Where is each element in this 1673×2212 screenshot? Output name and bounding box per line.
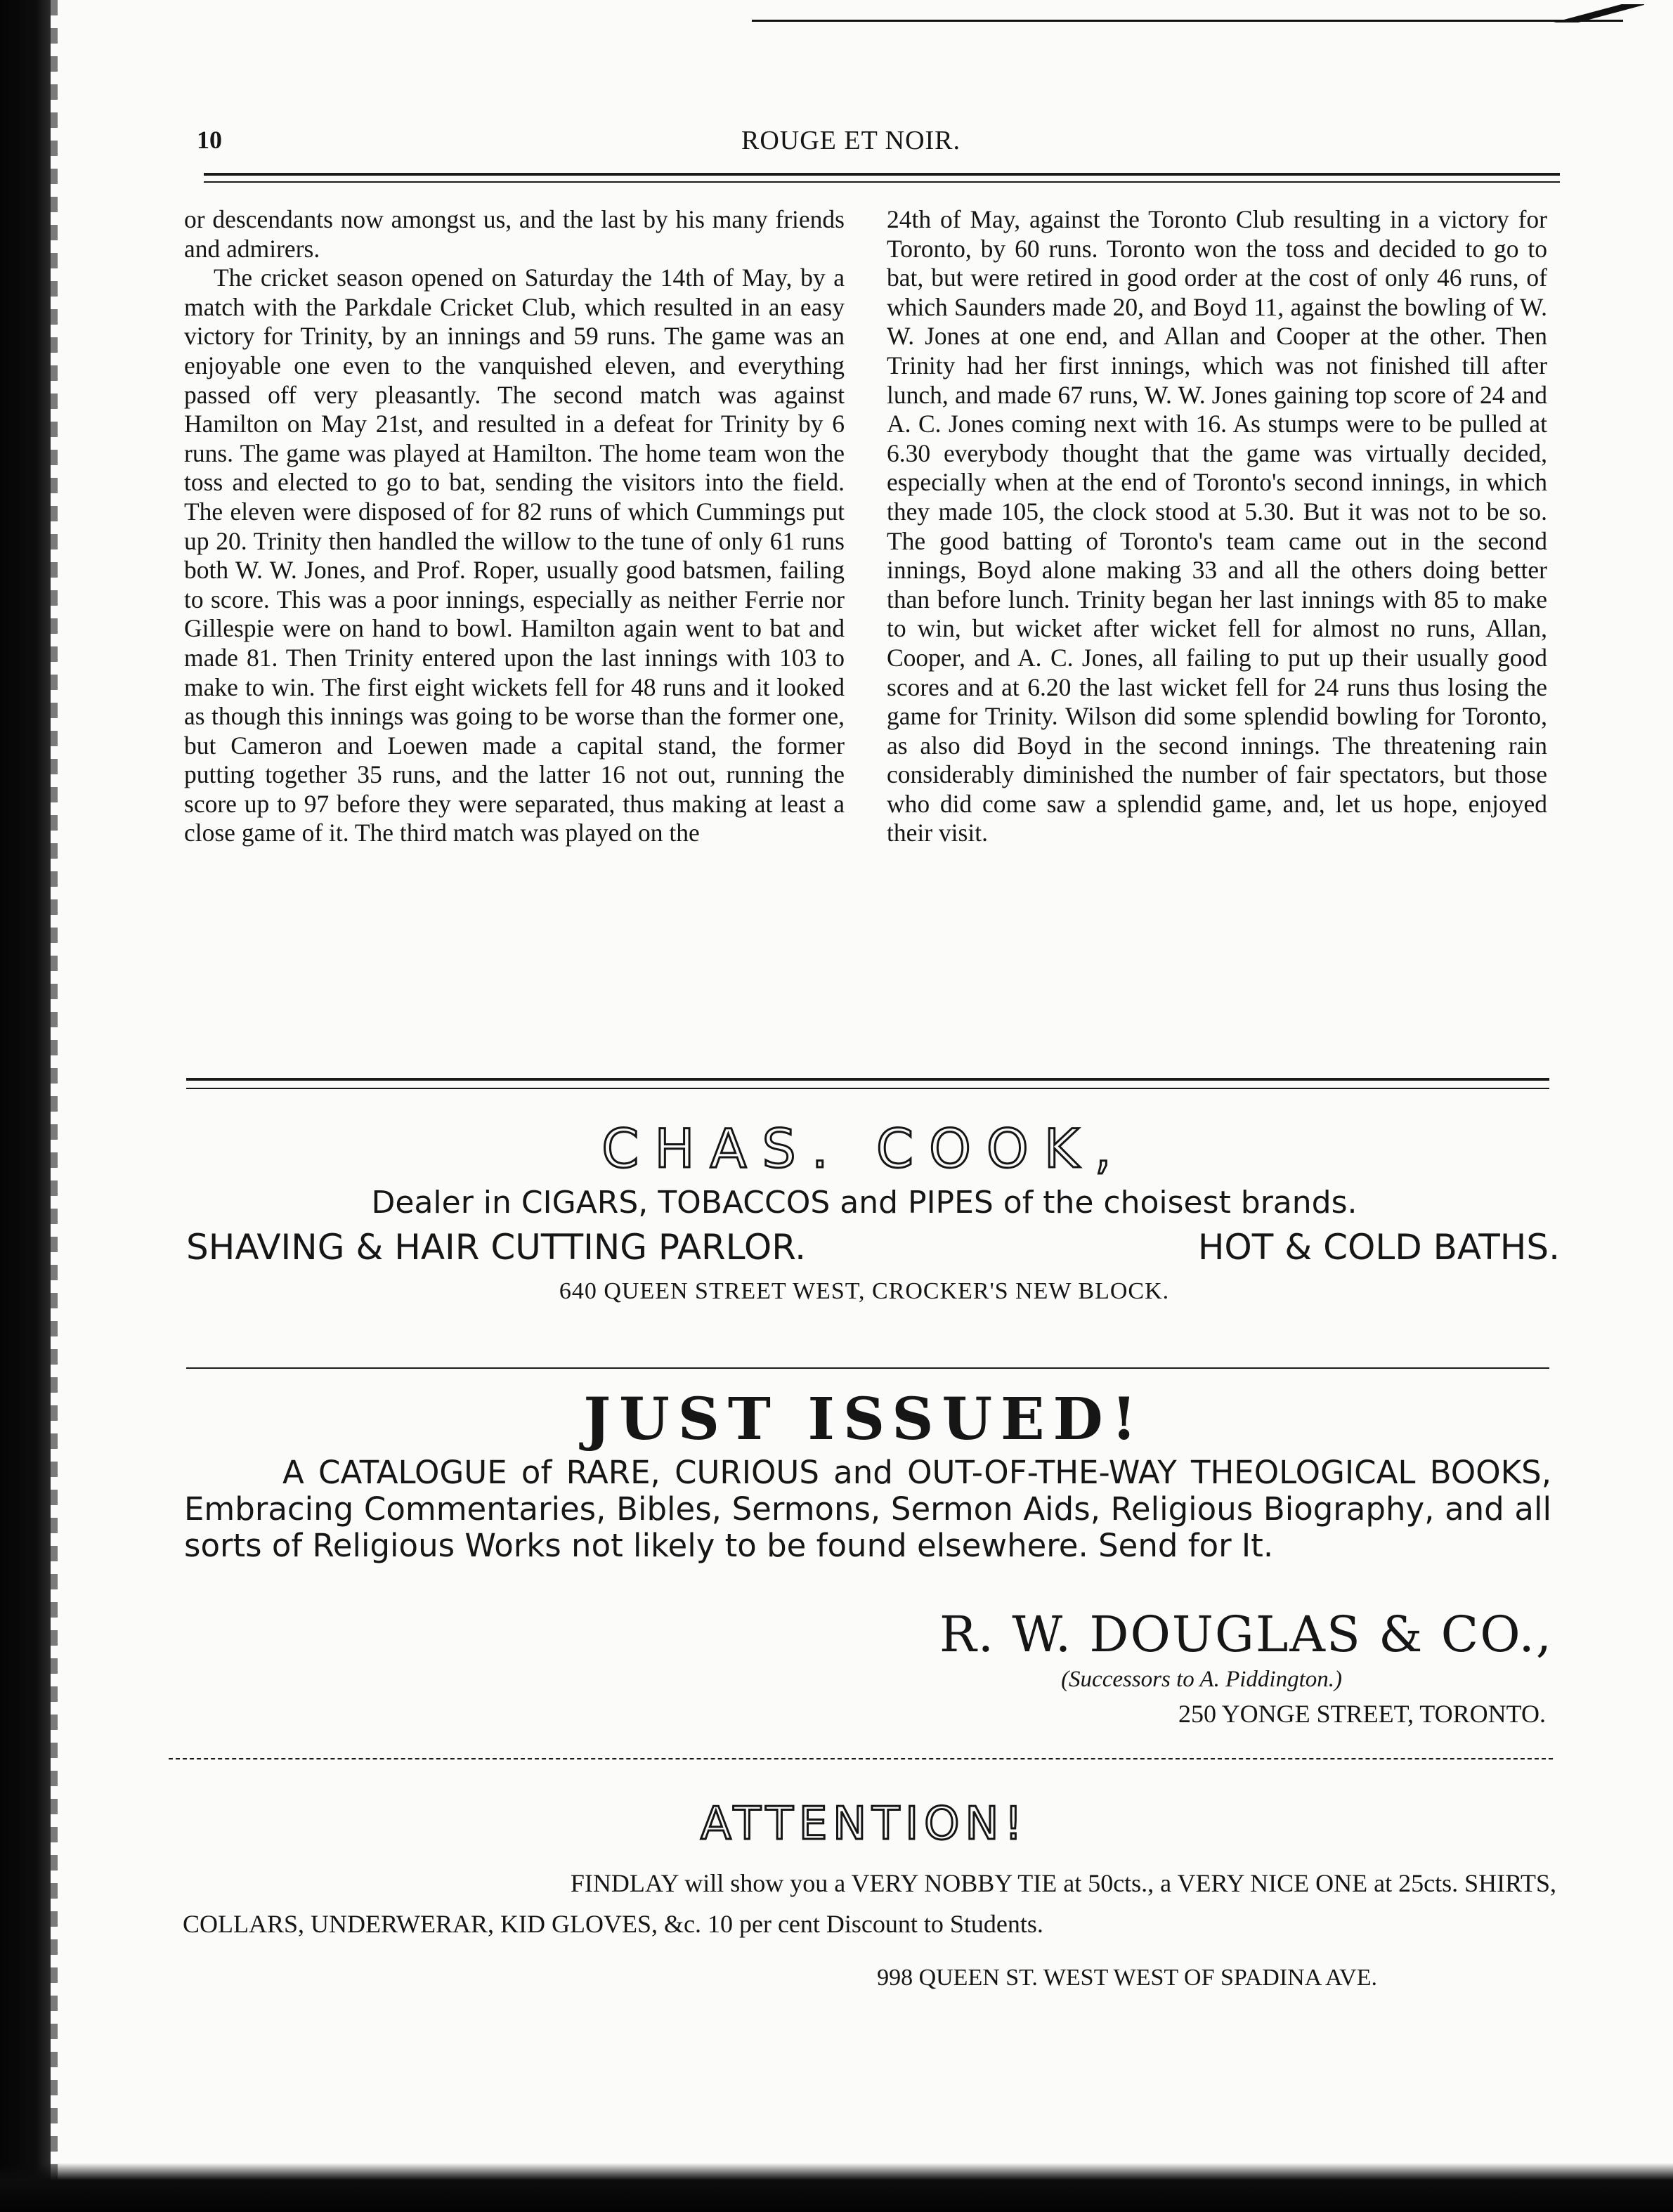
ad-just-issued <box>169 1384 1560 1564</box>
scan-dark-margin <box>0 0 51 2212</box>
ad-douglas-successors: (Successors to A. Piddington.) <box>1061 1667 1342 1692</box>
scan-margin-artifacts <box>51 0 58 2212</box>
page-number: 10 <box>197 126 222 154</box>
ad-findlay-line2: COLLARS, UNDERWERAR, KID GLOVES, &c. 10 per cent Discount to Students. <box>183 1910 1043 1938</box>
ad-findlay-address: 998 QUEEN ST. WEST WEST OF SPADINA AVE. <box>877 1965 1377 1991</box>
scan-top-mark <box>1546 4 1644 22</box>
ad-separator <box>169 1758 1553 1759</box>
ad-cook-line1: Dealer in CIGARS, TOBACCOS and PIPES of the choisest brands. <box>371 1185 1358 1221</box>
ad-douglas-headline: JUST ISSUED! <box>583 1386 1145 1453</box>
ad-findlay-headline: ATTENTION! <box>700 1798 1029 1850</box>
ad-separator-double-bottom <box>186 1088 1549 1089</box>
ad-douglas-firm: R. W. DOUGLAS & CO., <box>939 1606 1553 1663</box>
article-column-left <box>184 205 845 848</box>
ad-cook-line2-right: HOT & COLD BATHS. <box>1197 1227 1560 1268</box>
scan-top-line <box>752 20 1623 22</box>
article-column-right <box>887 205 1547 848</box>
ad-douglas-address: 250 YONGE STREET, TORONTO. <box>1178 1700 1546 1728</box>
ad-douglas-body: A CATALOGUE of RARE, CURIOUS and OUT-OF-THE-WAY THEOLOGICAL BOOKS, Embracing Commentaries, Bibles, Sermons, Sermon Aids, Religious Biography, and all sorts of Religious Works not likely to be found elsewhere. Send for It. <box>184 1454 1551 1564</box>
ad-attention <box>169 1796 1560 1945</box>
ad-cook-address: 640 QUEEN STREET WEST, CROCKER'S NEW BLOCK. <box>559 1278 1170 1304</box>
running-head <box>0 125 1673 160</box>
ad-findlay-line1: FINDLAY will show you a VERY NOBBY TIE at 50cts., a VERY NICE ONE at 25cts. SHIRTS, <box>570 1869 1556 1897</box>
ad-separator-double-top <box>186 1078 1549 1081</box>
ad-separator <box>186 1367 1549 1369</box>
journal-title: ROUGE ET NOIR. <box>741 126 961 155</box>
ad-chas-cook <box>169 1117 1560 1311</box>
ad-douglas-signature <box>632 1606 1553 1731</box>
ad-cook-line2 <box>169 1223 1560 1272</box>
article-paragraph: The cricket season opened on Saturday the 14th of May, by a match with the Parkdale Cricket Club, which resulted in an easy victory for Trinity, by an innings and 59 runs. The game was an enjoyable one even to the vanquished eleven, and everything passed off very pleasantly. The second match was against Hamilton on May 21st, and resulted in a defeat for Trinity by 6 runs. The game was played at Hamilton. The home team won the toss and elected to go to bat, sending the visitors into the field. The eleven were disposed of for 82 runs of which Cummings put up 20. Trinity then handled the willow to the tune of only 61 runs both W. W. Jones, and Prof. Roper, usually good batsmen, failing to score. This was a poor innings, especially as neither Ferrie nor Gillespie were on hand to bowl. Hamilton again went to bat and made 81. Then Trinity entered upon the last innings with 103 to make to win. The first eight wickets fell for 48 runs and it looked as though this innings was going to be worse than the former one, but Cameron and Loewen made a capital stand, the former putting together 35 runs, and the latter 16 not out, running the score up to 97 before they were separated, thus making at least a close game of it. The third match was played on the <box>184 264 845 847</box>
header-rule-bottom <box>204 181 1560 183</box>
article-paragraph: 24th of May, against the Toronto Club resulting in a victory for Toronto, by 60 runs. Toronto won the toss and decided to go to bat, but were retired in good order at the cost of only 46 runs, of which Saunders made 20, and Boyd 11, against the bowling of W. W. Jones at one end, and Allan and Cooper at the other. Then Trinity had her first innings, which was not finished till after lunch, and made 67 runs, W. W. Jones gaining top score of 24 and A. C. Jones coming next with 16. As stumps were to be pulled at 6.30 everybody thought that the game was virtually decided, especially when at the end of Toronto's second innings, in which they made 105, the clock stood at 5.30. But it was not to be so. The good batting of Toronto's team came out in the second innings, Boyd alone making 33 and all the others doing better than before lunch. Trinity began her last innings with 85 to make to win, but wicket after wicket fell for almost no runs, Allan, Cooper, and A. C. Jones, all failing to put up their usually good scores and at 6.20 the last wicket fell for 24 runs thus losing the game for Trinity. Wilson did some splendid bowling for Toronto, as also did Boyd in the second innings. The threatening rain considerably diminished the number of fair spectators, but those who did come saw a splendid game, and, let us hope, enjoyed their visit. <box>887 205 1547 847</box>
ad-cook-name: CHAS. COOK, <box>601 1117 1127 1180</box>
header-rule-top <box>204 173 1560 176</box>
scan-dark-bottom <box>0 2163 1673 2212</box>
article-paragraph: or descendants now amongst us, and the last by his many friends and admirers. <box>184 205 845 263</box>
ad-cook-line2-left: SHAVING & HAIR CUTTING PARLOR. <box>186 1227 807 1268</box>
